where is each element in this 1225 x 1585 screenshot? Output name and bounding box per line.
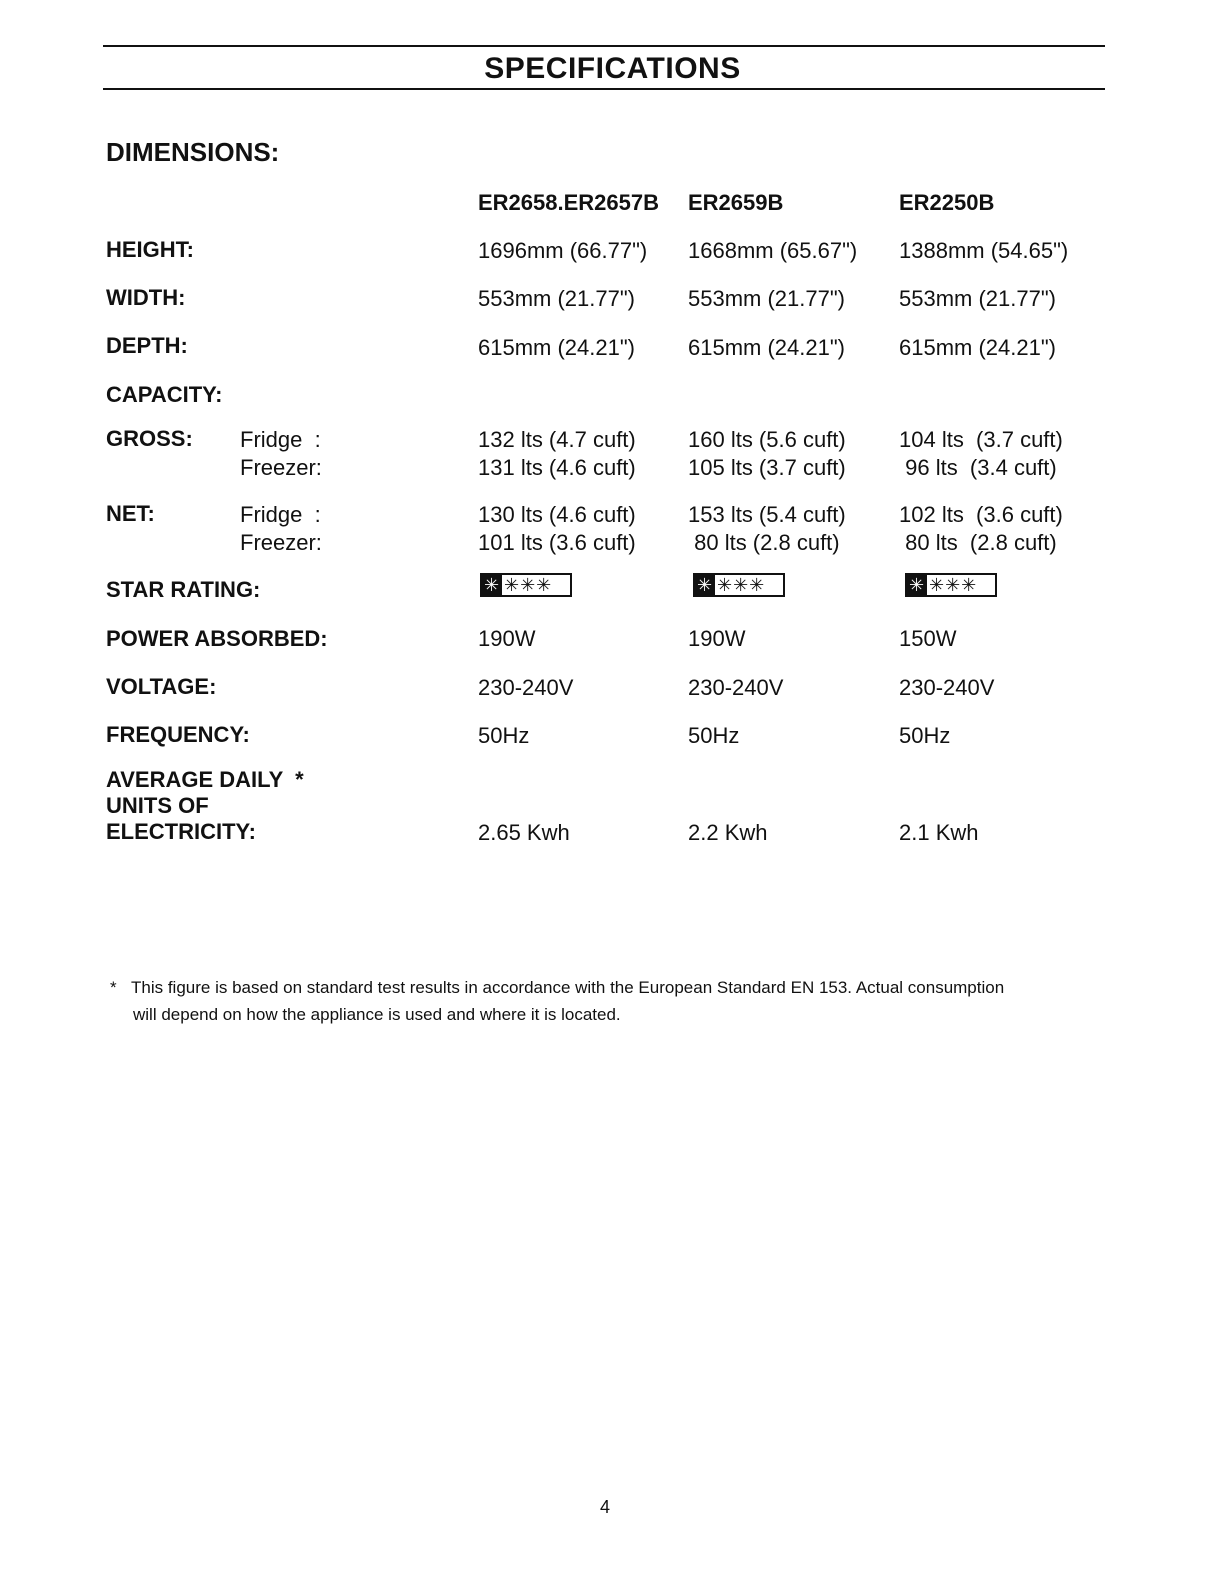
dimensions-heading: DIMENSIONS: bbox=[106, 137, 280, 167]
net-fridge-value-1: 130 lts (4.6 cuft) bbox=[478, 502, 636, 527]
height-value-2: 1668mm (65.67") bbox=[688, 238, 858, 263]
width-value-3: 553mm (21.77") bbox=[899, 286, 1056, 311]
gross-label: GROSS: bbox=[106, 426, 193, 451]
net-fridge-value-2: 153 lts (5.4 cuft) bbox=[688, 502, 846, 527]
gross-fridge-value-3: 104 lts (3.7 cuft) bbox=[899, 427, 1063, 452]
depth-value-2: 615mm (24.21") bbox=[688, 335, 845, 360]
top-rule bbox=[103, 45, 1105, 47]
depth-label: DEPTH: bbox=[106, 333, 188, 358]
star-icons: ✳✳✳ bbox=[717, 574, 766, 595]
model-header-1: ER2658.ER2657B bbox=[478, 190, 660, 215]
star-rating-badge-2 bbox=[693, 573, 785, 597]
page-title: SPECIFICATIONS bbox=[484, 52, 741, 85]
gross-fridge-label: Fridge : bbox=[240, 427, 321, 452]
star-icons: ✳✳✳ bbox=[504, 574, 553, 595]
width-value-1: 553mm (21.77") bbox=[478, 286, 635, 311]
page-number: 4 bbox=[600, 1497, 611, 1517]
title-underline bbox=[103, 88, 1105, 90]
gross-freezer-value-3: 96 lts (3.4 cuft) bbox=[899, 455, 1057, 480]
footnote-line1: This figure is based on standard test results in accordance with the European Standard EN 153. Actual consumption bbox=[131, 978, 1005, 997]
electricity-value-1: 2.65 Kwh bbox=[478, 820, 570, 845]
gross-freezer-value-2: 105 lts (3.7 cuft) bbox=[688, 455, 846, 480]
net-label: NET: bbox=[106, 501, 155, 526]
power-label: POWER ABSORBED: bbox=[106, 626, 328, 651]
height-value-3: 1388mm (54.65") bbox=[899, 238, 1069, 263]
net-freezer-value-2: 80 lts (2.8 cuft) bbox=[688, 530, 840, 555]
width-value-2: 553mm (21.77") bbox=[688, 286, 845, 311]
voltage-label: VOLTAGE: bbox=[106, 674, 217, 699]
model-header-2: ER2659B bbox=[688, 190, 784, 215]
voltage-value-1: 230-240V bbox=[478, 675, 574, 700]
star-icon: ✳ bbox=[483, 574, 501, 595]
depth-value-1: 615mm (24.21") bbox=[478, 335, 635, 360]
footnote-line2: will depend on how the appliance is used and where it is located. bbox=[133, 1005, 621, 1024]
net-freezer-value-3: 80 lts (2.8 cuft) bbox=[899, 530, 1057, 555]
net-fridge-label: Fridge : bbox=[240, 502, 321, 527]
avg-label-line1: AVERAGE DAILY * bbox=[106, 767, 304, 792]
electricity-value-2: 2.2 Kwh bbox=[688, 820, 768, 845]
model-header-3: ER2250B bbox=[899, 190, 995, 215]
star-rating-badge-3 bbox=[905, 573, 997, 597]
star-icon: ✳ bbox=[696, 574, 714, 595]
footnote-marker: * bbox=[110, 978, 117, 997]
electricity-value-3: 2.1 Kwh bbox=[899, 820, 979, 845]
avg-label-line2: UNITS OF bbox=[106, 793, 209, 818]
voltage-value-3: 230-240V bbox=[899, 675, 995, 700]
power-value-1: 190W bbox=[478, 626, 536, 651]
star-icons: ✳✳✳ bbox=[929, 574, 978, 595]
height-value-1: 1696mm (66.77") bbox=[478, 238, 648, 263]
frequency-value-1: 50Hz bbox=[478, 723, 530, 748]
frequency-value-3: 50Hz bbox=[899, 723, 951, 748]
gross-fridge-value-2: 160 lts (5.6 cuft) bbox=[688, 427, 846, 452]
depth-value-3: 615mm (24.21") bbox=[899, 335, 1056, 360]
gross-freezer-value-1: 131 lts (4.6 cuft) bbox=[478, 455, 636, 480]
voltage-value-2: 230-240V bbox=[688, 675, 784, 700]
power-value-2: 190W bbox=[688, 626, 746, 651]
height-label: HEIGHT: bbox=[106, 237, 194, 262]
net-freezer-label: Freezer: bbox=[240, 530, 322, 555]
gross-fridge-value-1: 132 lts (4.7 cuft) bbox=[478, 427, 636, 452]
frequency-value-2: 50Hz bbox=[688, 723, 740, 748]
star-rating-label: STAR RATING: bbox=[106, 577, 261, 602]
star-rating-badge-1 bbox=[480, 573, 572, 597]
capacity-label: CAPACITY: bbox=[106, 382, 223, 407]
net-fridge-value-3: 102 lts (3.6 cuft) bbox=[899, 502, 1063, 527]
star-icon: ✳ bbox=[908, 574, 926, 595]
gross-freezer-label: Freezer: bbox=[240, 455, 322, 480]
net-freezer-value-1: 101 lts (3.6 cuft) bbox=[478, 530, 636, 555]
avg-label-line3: ELECTRICITY: bbox=[106, 819, 256, 844]
width-label: WIDTH: bbox=[106, 285, 186, 310]
frequency-label: FREQUENCY: bbox=[106, 722, 250, 747]
power-value-3: 150W bbox=[899, 626, 957, 651]
